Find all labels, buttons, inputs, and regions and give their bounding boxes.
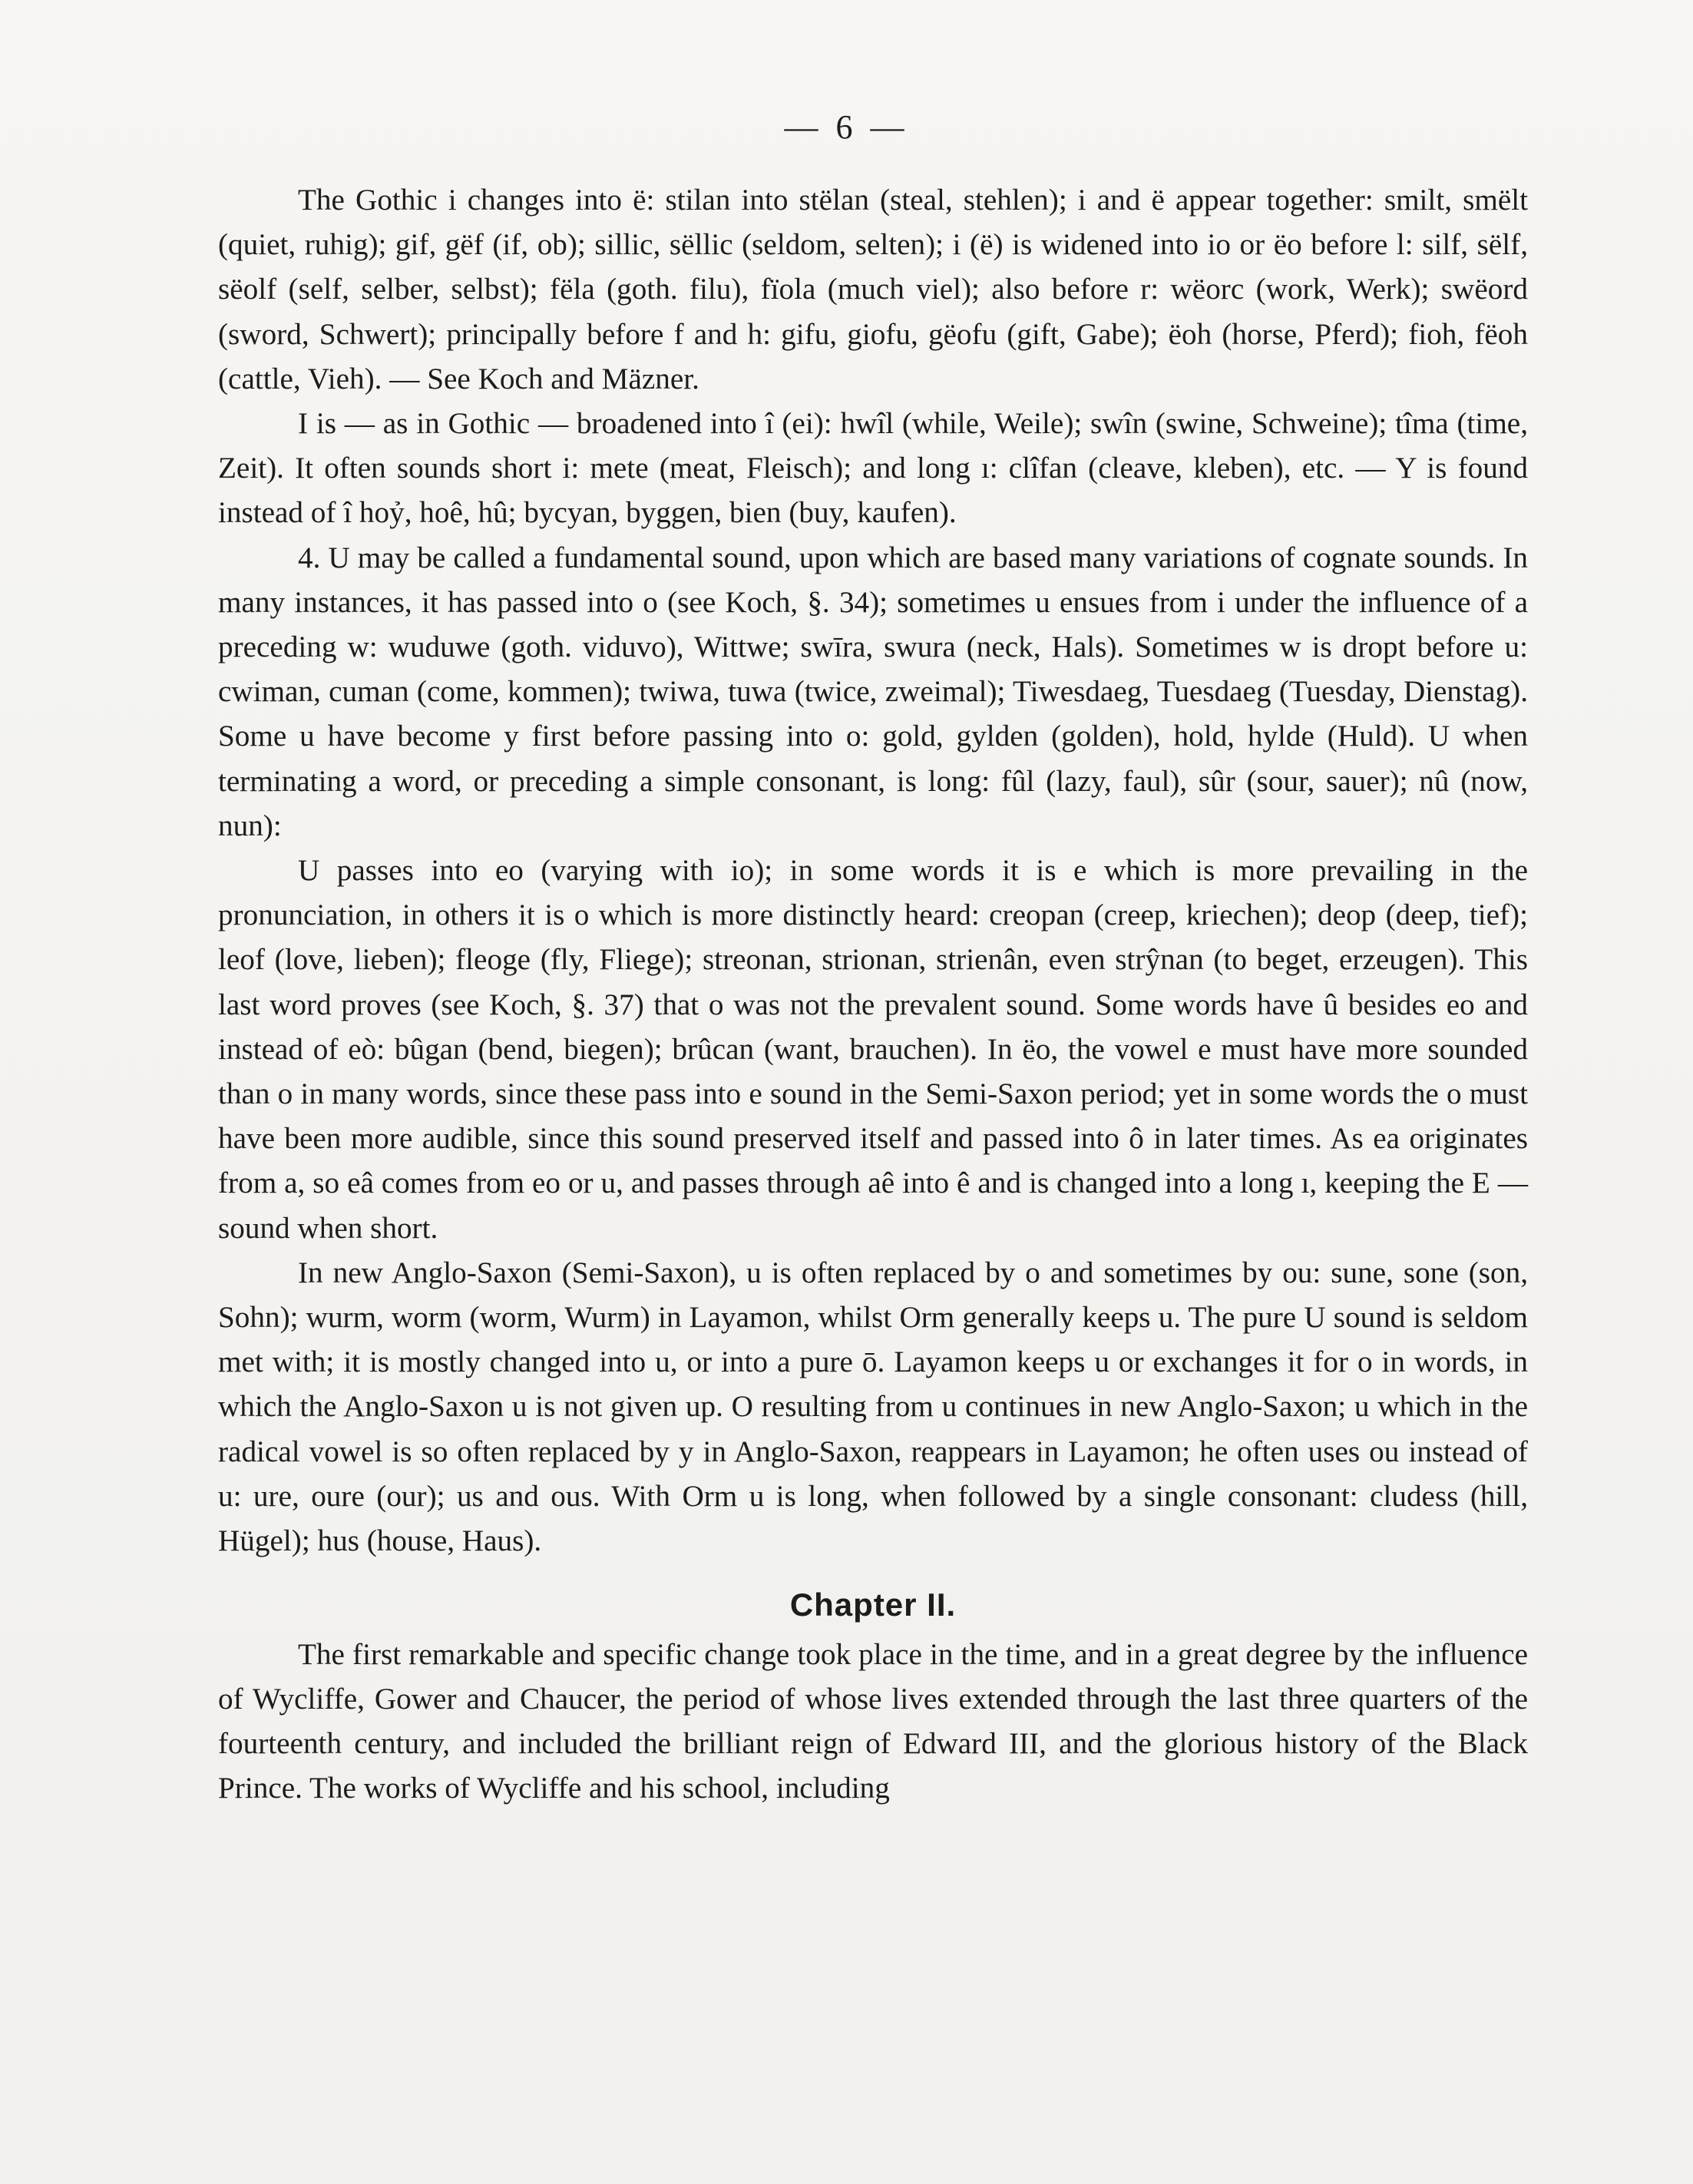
paragraph-u-passes-eo: U passes into eo (varying with io); in some words it is e which is more prevailing in the pronunciation, in others it is o which is more distinctly heard: creopan (creep, kriechen); deop (deep, tief); leof (love, lieben); fleoge (fly, Fliege); streonan, strionan, strienân, even strŷnan (to beget, erzeugen). This last word proves (see Koch, §. 37) that o was not the prevalent sound. Some words have û besides eo and instead of eò: bûgan (bend, biegen); brûcan (want, brauchen). In ëo, the vowel e must have more sounded than o in many words, since these pass into e sound in the Semi-Saxon period; yet in some words the o must have been more audible, since this sound preserved itself and passed into ô in later times. As ea originates from a, so eâ comes from eo or u, and passes through aê into ê and is changed into a long ı, keeping the E — sound when short. bbox=[218, 854, 1528, 1245]
page-number: — 6 — bbox=[784, 108, 909, 146]
body-text bbox=[218, 178, 1528, 1811]
paragraph-i-broadened: I is — as in Gothic — broadened into î (ei): hwîl (while, Weile); swîn (swine, Schweine); tîma (time, Zeit). It often sounds short i: mete (meat, Fleisch); and long ı: clîfan (cleave, kleben), etc. — Y is found instead of î hoỷ, hoê, hû; bycyan, byggen, bien (buy, kaufen). bbox=[218, 407, 1528, 530]
chapter-title: Chapter II. bbox=[789, 1587, 957, 1623]
paragraph-chapter-intro: The first remarkable and specific change took place in the time, and in a great degree by the influence of Wycliffe, Gower and Chaucer, the period of whose lives extended through the last three quarters of the fourteenth century, and included the brilliant reign of Edward III, and the glorious history of the Black Prince. The works of Wycliffe and his school, including bbox=[218, 1638, 1528, 1805]
paragraph-new-anglo-saxon: In new Anglo-Saxon (Semi-Saxon), u is often replaced by o and sometimes by ou: sune, sone (son, Sohn); wurm, worm (worm, Wurm) in Layamon, whilst Orm generally keeps u. The pure U sound is seldom met with; it is mostly changed into u, or into a pure ō. Layamon keeps u or exchanges it for o in words, in which the Anglo-Saxon u is not given up. O resulting from u continues in new Anglo-Saxon; u which in the radical vowel is so often replaced by y in Anglo-Saxon, reappears in Layamon; he often uses ou instead of u: ure, oure (our); us and ous. With Orm u is long, when followed by a single consonant: cludess (hill, Hügel); hus (house, Haus). bbox=[218, 1256, 1528, 1558]
paragraph-gothic-i: The Gothic i changes into ë: stilan into stëlan (steal, stehlen); i and ë appear together: smilt, smëlt (quiet, ruhig); gif, gëf (if, ob); sillic, sëllic (seldom, selten); i (ë) is widened into io or ëo before l: silf, sëlf, sëolf (self, selber, selbst); fëla (goth. filu), fïola (much viel); also before r: wëorc (work, Werk); swëord (sword, Schwert); principally before f and h: gifu, giofu, gëofu (gift, Gabe); ëoh (horse, Pferd); fioh, fëoh (cattle, Vieh). — See Koch and Mäzner. bbox=[218, 184, 1528, 395]
paragraph-u-fundamental: 4. U may be called a fundamental sound, upon which are based many variations of cognate sounds. In many instances, it has passed into o (see Koch, §. 34); sometimes u ensues from i under the influence of a preceding w: wuduwe (goth. viduvo), Wittwe; swīra, swura (neck, Hals). Sometimes w is dropt before u: cwiman, cuman (come, kommen); twiwa, tuwa (twice, zweimal); Tiwesdaeg, Tuesdaeg (Tuesday, Dienstag). Some u have become y first before passing into o: gold, gylden (golden), hold, hylde (Huld). U when terminating a word, or preceding a simple consonant, is long: fûl (lazy, faul), sûr (sour, sauer); nû (now, nun): bbox=[218, 541, 1528, 842]
chapter-section bbox=[218, 1582, 1528, 1811]
